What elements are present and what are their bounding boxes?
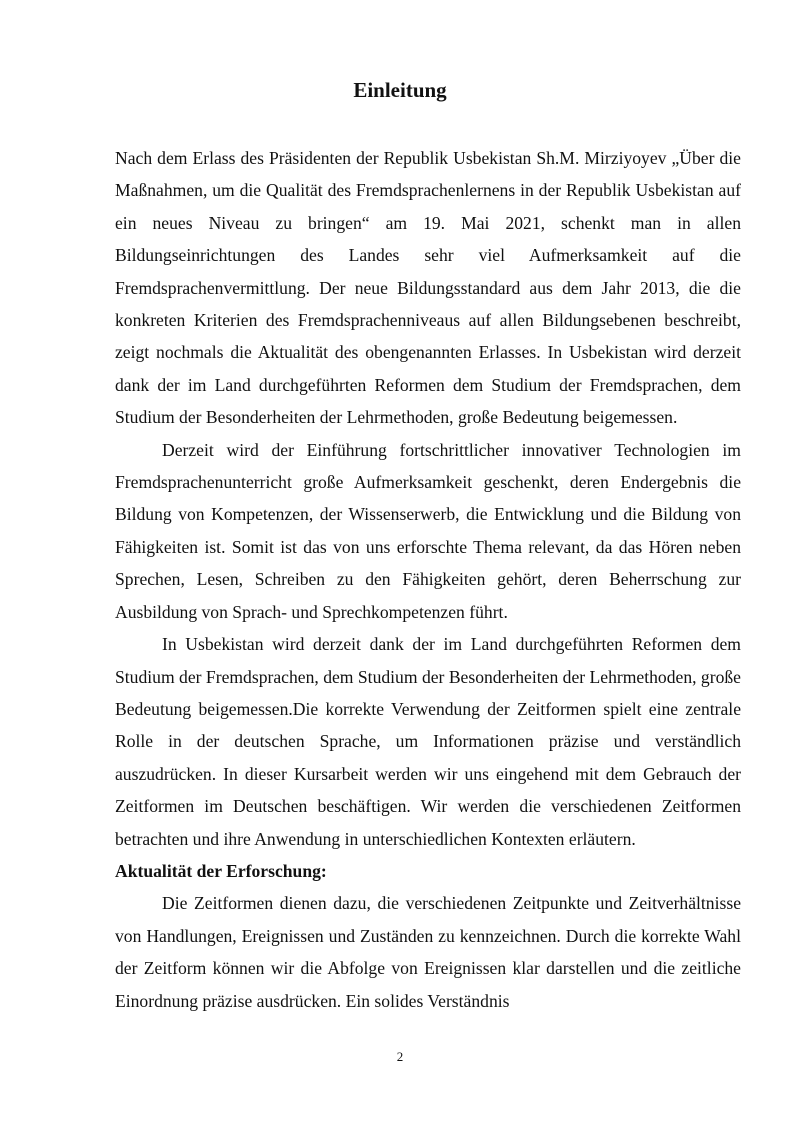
body-text xyxy=(115,142,741,1017)
paragraph-1: Nach dem Erlass des Präsidenten der Republik Usbekistan Sh.M. Mirziyoyev „Über die Maßnahmen, um die Qualität des Fremdsprachenlernens in der Republik Usbekistan auf ein neues Niveau zu bringen“ am 19. Mai 2021, schenkt man in allen Bildungseinrichtungen des Landes sehr viel Aufmerksamkeit auf die Fremdsprachenvermittlung. Der neue Bildungsstandard aus dem Jahr 2013, die die konkreten Kriterien des Fremdsprachenniveaus auf allen Bildungsebenen beschreibt, zeigt nochmals die Aktualität des obengenannten Erlasses. In Usbekistan wird derzeit dank der im Land durchgeführten Reformen dem Studium der Fremdsprachen, dem Studium der Besonderheiten der Lehrmethoden, große Bedeutung beigemessen. xyxy=(115,148,741,428)
page-title: Einleitung xyxy=(353,78,447,102)
paragraph-4: Die Zeitformen dienen dazu, die verschiedenen Zeitpunkte und Zeitverhältnisse von Handlungen, Ereignissen und Zuständen zu kennzeichnen. Durch die korrekte Wahl der Zeitform können wir die Abfolge von Ereignissen klar darstellen und die zeitliche Einordnung präzise ausdrücken. Ein solides Verständnis xyxy=(115,893,741,1011)
section-heading: Aktualität der Erforschung: xyxy=(115,860,327,881)
page-number: 2 xyxy=(396,1049,404,1064)
paragraph-2: Derzeit wird der Einführung fortschrittlicher innovativer Technologien im Fremdsprachenunterricht große Aufmerksamkeit geschenkt, deren Endergebnis die Bildung von Kompetenzen, der Wissenserwerb, die Entwicklung und die Bildung von Fähigkeiten ist. Somit ist das von uns erforschte Thema relevant, da das Hören neben Sprechen, Lesen, Schreiben zu den Fähigkeiten gehört, deren Beherrschung zur Ausbildung von Sprach- und Sprechkompetenzen führt. xyxy=(115,439,741,622)
paragraph-3: In Usbekistan wird derzeit dank der im Land durchgeführten Reformen dem Studium der Fremdsprachen, dem Studium der Besonderheiten der Lehrmethoden, große Bedeutung beigemessen.Die korrekte Verwendung der Zeitformen spielt eine zentrale Rolle in der deutschen Sprache, um Informationen präzise und verständlich auszudrücken. In dieser Kursarbeit werden wir uns eingehend mit dem Gebrauch der Zeitformen im Deutschen beschäftigen. Wir werden die verschiedenen Zeitformen betrachten und ihre Anwendung in unterschiedlichen Kontexten erläutern. xyxy=(115,634,741,849)
